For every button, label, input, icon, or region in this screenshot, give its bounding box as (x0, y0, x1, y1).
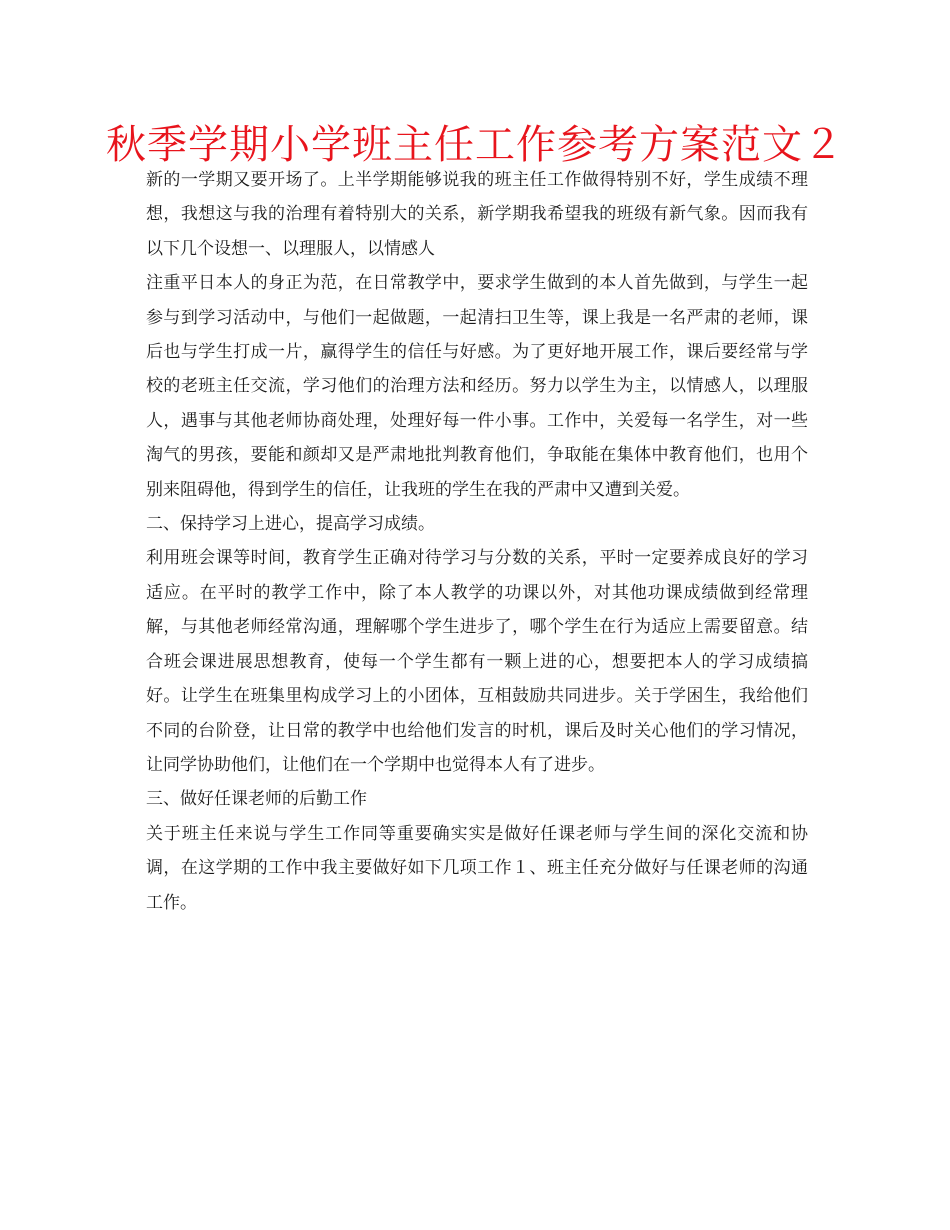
paragraph-section-three: 关于班主任来说与学生工作同等重要确实实是做好任课老师与学生间的深化交流和协调，在这学期的工作中我主要做好如下几项工作１、班主任充分做好与任课老师的沟通工作。 (146, 823, 808, 913)
paragraph-section-two: 利用班会课等时间，教育学生正确对待学习与分数的关系，平时一定要养成良好的学习适应。在平时的教学工作中，除了本人教学的功课以外，对其他功课成绩做到经常理解，与其他老师经常沟通，理解哪个学生进步了，哪个学生在行为适应上需要留意。结合班会课进展思想教育，使每一个学生都有一颗上进的心，想要把本人的学习成绩搞好。让学生在班集里构成学习上的小团体，互相鼓励共同进步。关于学困生，我给他们不同的台阶登，让日常的教学中也给他们发言的时机，课后及时关心他们的学习情况，让同学协助他们，让他们在一个学期中也觉得本人有了进步。 (146, 548, 808, 775)
heading-section-two: 二、保持学习上进心，提高学习成绩。 (146, 514, 435, 535)
document-title: 秋季学期小学班主任工作参考方案范文２ (106, 122, 844, 168)
document-body (146, 163, 808, 920)
paragraph-intro: 新的一学期又要开场了。上半学期能够说我的班主任工作做得特别不好，学生成绩不理想，我想这与我的治理有着特别大的关系，新学期我希望我的班级有新气象。因而我有以下几个设想一、以理服人，以情感人 (146, 170, 808, 259)
heading-section-three: 三、做好任课老师的后勤工作 (146, 789, 367, 810)
paragraph-section-one: 注重平日本人的身正为范，在日常教学中，要求学生做到的本人首先做到，与学生一起参与到学习活动中，与他们一起做题，一起清扫卫生等，课上我是一名严肃的老师，课后也与学生打成一片，赢得学生的信任与好感。为了更好地开展工作，课后要经常与学校的老班主任交流，学习他们的治理方法和经历。努力以学生为主，以情感人，以理服人，遇事与其他老师协商处理，处理好每一件小事。工作中，关爱每一名学生，对一些淘气的男孩，要能和颜却又是严肃地批判教育他们，争取能在集体中教育他们，也用个别来阻碍他，得到学生的信任，让我班的学生在我的严肃中又遭到关爱。 (146, 273, 808, 500)
